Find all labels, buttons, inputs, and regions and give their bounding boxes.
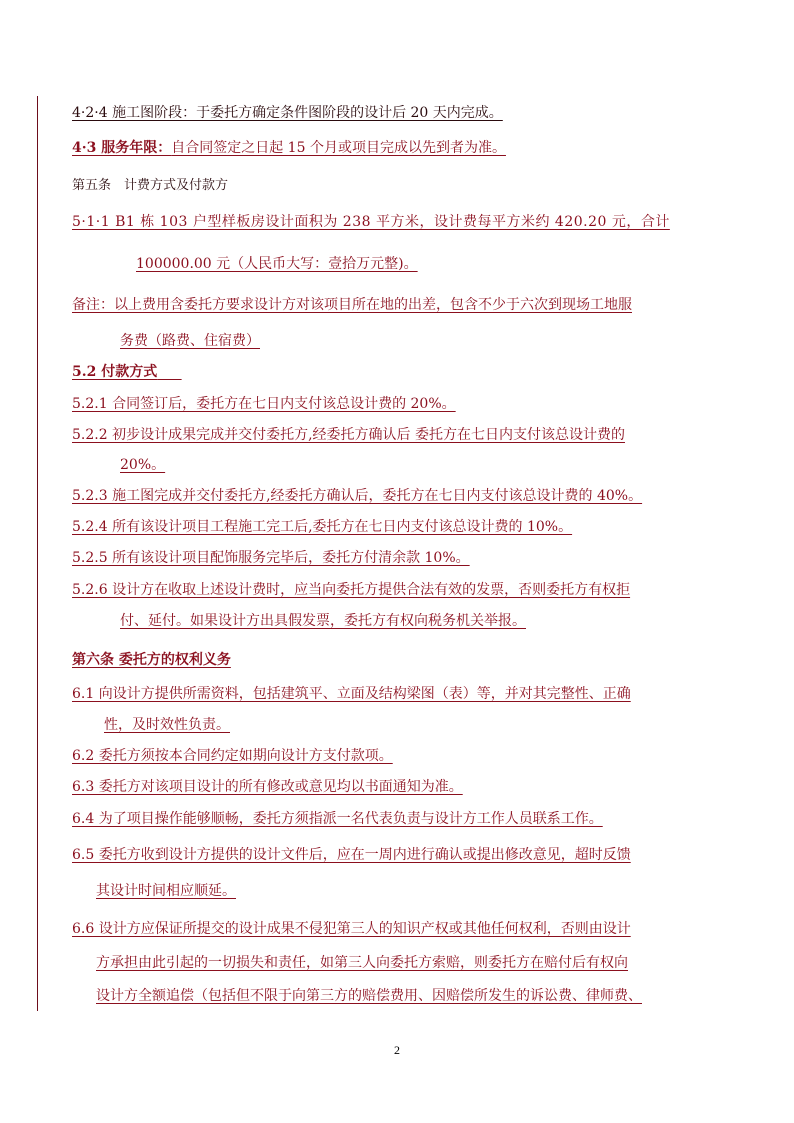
clause-5-1-1-line1: 5·1·1 B1 栋 103 户型样板房设计面积为 238 平方米，设计费每平方米约 420.20 元，合计 xyxy=(72,214,670,230)
clause-6-6-line3: 设计方全额追偿（包括但不限于向第三方的赔偿费用、因赔偿所发生的诉讼费、律师费、 xyxy=(96,988,642,1004)
note-line1: 备注：以上费用含委托方要求设计方对该项目所在地的出差，包含不少于六次到现场工地服 xyxy=(72,297,632,313)
clause-5-2-2-line2: 20%。 xyxy=(120,457,166,473)
note-line2: 务费（路费、住宿费） xyxy=(120,333,260,349)
clause-6-5-line1: 6.5 委托方收到设计方提供的设计文件后，应在一周内进行确认或提出修改意见，超时反馈 xyxy=(72,847,631,863)
clause-4-3-label: 4·3 服务年限： xyxy=(72,140,172,156)
section-5-2-title xyxy=(72,363,182,381)
clause-5-2-6-line1: 5.2.6 设计方在收取上述设计费时，应当向委托方提供合法有效的发票，否则委托方有权拒 xyxy=(72,582,631,598)
clause-6-6-line1: 6.6 设计方应保证所提交的设计成果不侵犯第三人的知识产权或其他任何权利，否则由设计 xyxy=(72,921,631,937)
clause-6-1-line1: 6.1 向设计方提供所需资料，包括建筑平、立面及结构梁图（表）等，并对其完整性、正确 xyxy=(72,686,631,702)
clause-5-2-6-line2: 付、延付。如果设计方出具假发票，委托方有权向税务机关举报。 xyxy=(120,613,526,629)
article-5-title: 第五条 计费方式及付款方 xyxy=(72,178,229,193)
clause-5-2-4: 5.2.4 所有该设计项目工程施工完工后,委托方在七日内支付该总设计费的 10%。 xyxy=(72,519,573,535)
clause-5-2-3: 5.2.3 施工图完成并交付委托方,经委托方确认后，委托方在七日内支付该总设计费的 40%。 xyxy=(72,488,643,504)
clause-6-6-line2: 方承担由此引起的一切损失和责任，如第三人向委托方索赔，则委托方在赔付后有权向 xyxy=(96,955,628,971)
clause-4-3 xyxy=(72,139,506,157)
clause-5-2-2-line1: 5.2.2 初步设计成果完成并交付委托方,经委托方确认后 委托方在七日内支付该总设计费的 xyxy=(72,427,625,443)
clause-6-4: 6.4 为了项目操作能够顺畅，委托方须指派一名代表负责与设计方工作人员联系工作。 xyxy=(72,811,603,827)
clause-5-2-1: 5.2.1 合同签订后，委托方在七日内支付该总设计费的 20%。 xyxy=(72,396,456,412)
clause-5-1-1-line2: 100000.00 元（人民币大写：壹拾万元整)。 xyxy=(136,256,418,272)
section-5-2-title-text: 5.2 付款方式 xyxy=(72,364,158,380)
revision-bar xyxy=(37,96,38,1011)
clause-5-2-5: 5.2.5 所有该设计项目配饰服务完毕后，委托方付清余款 10%。 xyxy=(72,550,470,566)
article-6-title: 第六条 委托方的权利义务 xyxy=(72,652,231,668)
clause-4-2-4: 4·2·4 施工图阶段：于委托方确定条件图阶段的设计后 20 天内完成。 xyxy=(72,105,503,121)
clause-6-5-line2: 其设计时间相应顺延。 xyxy=(96,883,236,899)
clause-6-2: 6.2 委托方须按本合同约定如期向设计方支付款项。 xyxy=(72,748,393,764)
clause-6-3: 6.3 委托方对该项目设计的所有修改或意见均以书面通知为准。 xyxy=(72,779,463,795)
clause-6-1-line2: 性，及时效性负责。 xyxy=(104,717,230,733)
page-number: 2 xyxy=(394,1043,400,1057)
clause-4-3-text: 自合同签定之日起 15 个月或项目完成以先到者为准。 xyxy=(171,140,506,156)
